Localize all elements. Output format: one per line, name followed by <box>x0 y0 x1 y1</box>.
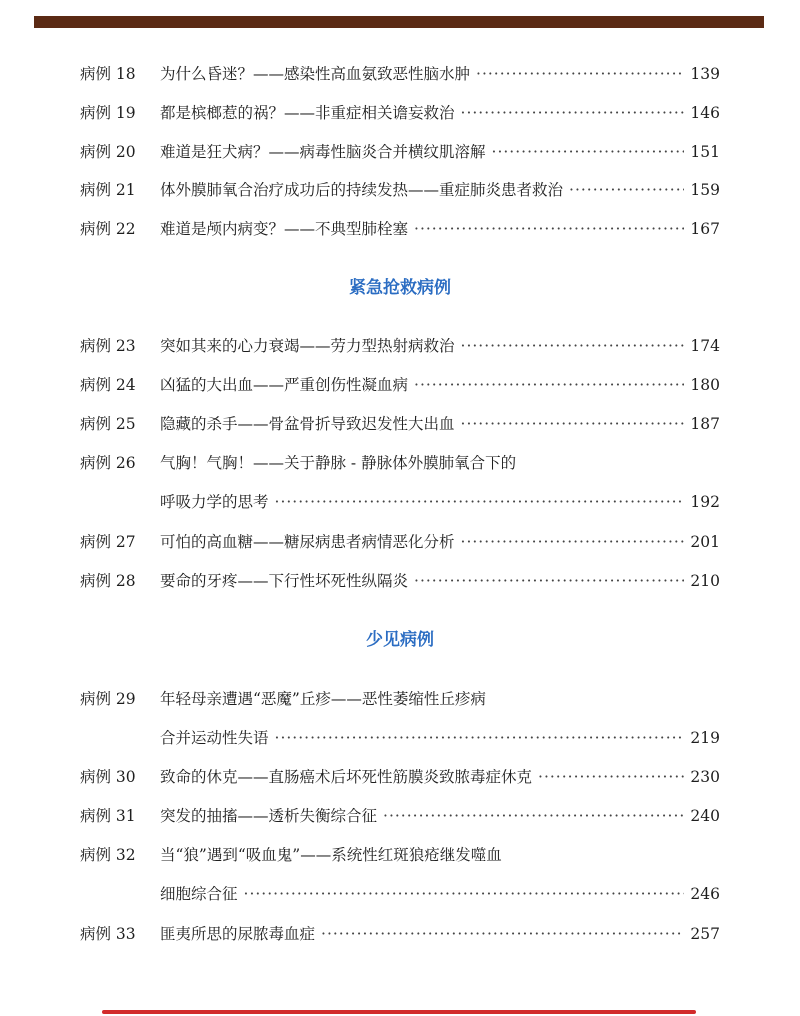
case-number: 病例 28 <box>80 572 136 590</box>
toc-entry[interactable] <box>80 177 720 203</box>
case-number: 病例 18 <box>80 65 136 83</box>
case-title: 要命的牙疼——下行性坏死性纵隔炎 <box>160 572 409 590</box>
leader-dots <box>275 725 685 751</box>
case-title: 难道是狂犬病？——病毒性脑炎合并横纹肌溶解 <box>160 143 486 161</box>
case-number: 病例 26 <box>80 454 136 472</box>
page-number: 174 <box>690 337 720 355</box>
page-number: 240 <box>690 807 720 825</box>
leader-dots <box>569 177 684 203</box>
leader-dots <box>476 61 684 87</box>
page-number: 210 <box>690 572 720 590</box>
page-number: 146 <box>690 104 720 122</box>
toc-entry-continuation[interactable] <box>80 881 720 907</box>
case-number: 病例 33 <box>80 925 136 943</box>
leader-dots <box>538 764 684 790</box>
case-number: 病例 21 <box>80 181 136 199</box>
case-title-continued: 细胞综合征 <box>160 885 238 903</box>
leader-dots <box>461 100 685 126</box>
page-number: 257 <box>690 925 720 943</box>
leader-dots <box>321 921 684 947</box>
case-title: 隐藏的杀手——骨盆骨折导致迟发性大出血 <box>160 415 455 433</box>
leader-dots <box>414 216 684 242</box>
case-title: 难道是颅内病变？——不典型肺栓塞 <box>160 220 409 238</box>
leader-dots <box>244 881 685 907</box>
case-number: 病例 29 <box>80 690 136 708</box>
page-number: 246 <box>690 885 720 903</box>
case-title: 突发的抽搐——透析失衡综合征 <box>160 807 378 825</box>
toc-entry[interactable] <box>80 216 720 242</box>
toc-entry[interactable] <box>80 529 720 555</box>
case-title: 突如其来的心力衰竭——劳力型热射病救治 <box>160 337 455 355</box>
case-number: 病例 27 <box>80 533 136 551</box>
toc-entry[interactable] <box>80 842 720 868</box>
page-number: 159 <box>690 181 720 199</box>
leader-dots <box>492 139 685 165</box>
toc-entry[interactable] <box>80 450 720 476</box>
page-number: 151 <box>690 143 720 161</box>
case-number: 病例 32 <box>80 846 136 864</box>
page-number: 139 <box>690 65 720 83</box>
case-number: 病例 31 <box>80 807 136 825</box>
case-number: 病例 25 <box>80 415 136 433</box>
case-number: 病例 22 <box>80 220 136 238</box>
leader-dots <box>275 489 685 515</box>
case-title-continued: 合并运动性失语 <box>160 729 269 747</box>
toc-entry[interactable] <box>80 372 720 398</box>
footer-bar <box>102 1010 696 1014</box>
case-title: 凶猛的大出血——严重创伤性凝血病 <box>160 376 409 394</box>
toc-entry[interactable] <box>80 686 720 712</box>
leader-dots <box>461 411 685 437</box>
toc-entry[interactable] <box>80 803 720 829</box>
toc-entry[interactable] <box>80 100 720 126</box>
leader-dots <box>461 529 685 555</box>
leader-dots <box>461 333 685 359</box>
page-number: 219 <box>690 729 720 747</box>
case-title: 可怕的高血糖——糖尿病患者病情恶化分析 <box>160 533 455 551</box>
case-title-continued: 呼吸力学的思考 <box>160 493 269 511</box>
leader-dots <box>414 372 684 398</box>
section-heading: 紧急抢救病例 <box>349 278 451 298</box>
case-title: 为什么昏迷？——感染性高血氨致恶性脑水肿 <box>160 65 471 83</box>
case-title: 匪夷所思的尿脓毒血症 <box>160 925 316 943</box>
case-number: 病例 30 <box>80 768 136 786</box>
toc-entry[interactable] <box>80 139 720 165</box>
section-heading: 少见病例 <box>366 630 434 650</box>
case-number: 病例 24 <box>80 376 136 394</box>
case-title: 年轻母亲遭遇“恶魔”丘疹——恶性萎缩性丘疹病 <box>160 690 486 708</box>
case-title: 气胸！气胸！——关于静脉 - 静脉体外膜肺氧合下的 <box>160 454 517 472</box>
case-title: 体外膜肺氧合治疗成功后的持续发热——重症肺炎患者救治 <box>160 181 564 199</box>
case-title: 致命的休克——直肠癌术后坏死性筋膜炎致脓毒症休克 <box>160 768 533 786</box>
toc-entry[interactable] <box>80 568 720 594</box>
header-bar <box>34 16 764 28</box>
case-title: 都是槟榔惹的祸？——非重症相关谵妄救治 <box>160 104 455 122</box>
page-number: 201 <box>690 533 720 551</box>
toc-entry[interactable] <box>80 411 720 437</box>
leader-dots <box>383 803 684 829</box>
page-number: 230 <box>690 768 720 786</box>
leader-dots <box>414 568 684 594</box>
page-number: 180 <box>690 376 720 394</box>
toc-entry[interactable] <box>80 61 720 87</box>
toc-entry-continuation[interactable] <box>80 725 720 751</box>
toc-entry[interactable] <box>80 764 720 790</box>
page-number: 167 <box>690 220 720 238</box>
case-title: 当“狼”遇到“吸血鬼”——系统性红斑狼疮继发噬血 <box>160 846 502 864</box>
case-number: 病例 20 <box>80 143 136 161</box>
page-number: 192 <box>690 493 720 511</box>
toc-entry[interactable] <box>80 921 720 947</box>
toc-entry[interactable] <box>80 333 720 359</box>
case-number: 病例 19 <box>80 104 136 122</box>
case-number: 病例 23 <box>80 337 136 355</box>
page-number: 187 <box>690 415 720 433</box>
toc-entry-continuation[interactable] <box>80 489 720 515</box>
